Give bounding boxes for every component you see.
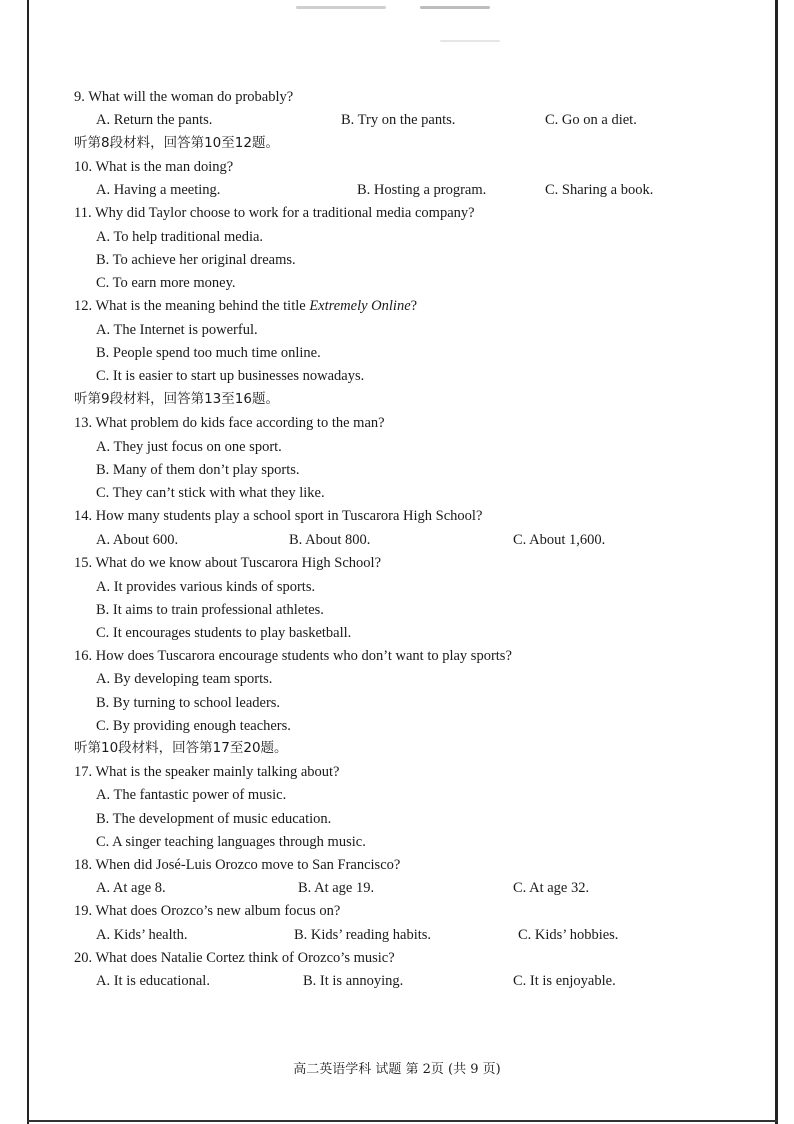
question-11: 11. Why did Taylor choose to work for a traditional media company? — [74, 205, 475, 221]
option-16c: C. By providing enough teachers. — [96, 718, 291, 734]
option-14c: C. About 1,600. — [513, 532, 606, 548]
option-19b: B. Kids’ reading habits. — [294, 927, 432, 943]
option-9c: C. Go on a diet. — [545, 112, 637, 128]
question-12-mark: ? — [410, 298, 418, 314]
option-19c: C. Kids’ hobbies. — [518, 927, 619, 943]
option-12b: B. People spend too much time online. — [96, 345, 321, 361]
option-17c: C. A singer teaching languages through music. — [96, 834, 366, 850]
option-13c: C. They can’t stick with what they like. — [96, 485, 325, 501]
option-18c: C. At age 32. — [513, 880, 590, 896]
option-14a: A. About 600. — [96, 532, 179, 548]
option-12c: C. It is easier to start up businesses nowadays. — [96, 368, 365, 384]
option-20b: B. It is annoying. — [303, 973, 404, 989]
scan-artifact — [440, 40, 500, 42]
option-14b: B. About 800. — [289, 532, 371, 548]
question-12-title: Extremely Online — [309, 298, 411, 314]
option-20c: C. It is enjoyable. — [513, 973, 616, 989]
option-16a: A. By developing team sports. — [96, 671, 273, 687]
option-17b: B. The development of music education. — [96, 811, 332, 827]
scan-artifact — [296, 6, 386, 9]
page-edge-right — [775, 0, 778, 1124]
question-10: 10. What is the man doing? — [74, 159, 234, 175]
scan-artifact — [420, 6, 490, 9]
option-16b: B. By turning to school leaders. — [96, 695, 281, 711]
question-20: 20. What does Natalie Cortez think of Orozco’s music? — [74, 950, 395, 966]
section-9-instruction: 听第9段材料，回答第13至16题。 — [74, 391, 279, 407]
section-8-instruction: 听第8段材料，回答第10至12题。 — [74, 135, 279, 151]
question-19: 19. What does Orozco’s new album focus on? — [74, 903, 341, 919]
option-15b: B. It aims to train professional athletes. — [96, 602, 324, 618]
option-18b: B. At age 19. — [298, 880, 375, 896]
option-12a: A. The Internet is powerful. — [96, 322, 258, 338]
option-19a: A. Kids’ health. — [96, 927, 188, 943]
option-15c: C. It encourages students to play basketball. — [96, 625, 352, 641]
option-17a: A. The fantastic power of music. — [96, 787, 287, 803]
question-9: 9. What will the woman do probably? — [74, 89, 294, 105]
option-9a: A. Return the pants. — [96, 112, 213, 128]
option-13a: A. They just focus on one sport. — [96, 439, 282, 455]
question-15: 15. What do we know about Tuscarora High School? — [74, 555, 382, 571]
question-16: 16. How does Tuscarora encourage students who don’t want to play sports? — [74, 648, 512, 664]
page-footer: 高二英语学科 试题 第 2页 (共 9 页) — [293, 1062, 501, 1077]
question-13: 13. What problem do kids face according to the man? — [74, 415, 385, 431]
option-11c: C. To earn more money. — [96, 275, 236, 291]
option-10c: C. Sharing a book. — [545, 182, 654, 198]
option-20a: A. It is educational. — [96, 973, 210, 989]
option-10a: A. Having a meeting. — [96, 182, 221, 198]
option-15a: A. It provides various kinds of sports. — [96, 579, 316, 595]
option-9b: B. Try on the pants. — [341, 112, 456, 128]
option-11a: A. To help traditional media. — [96, 229, 264, 245]
option-13b: B. Many of them don’t play sports. — [96, 462, 300, 478]
option-11b: B. To achieve her original dreams. — [96, 252, 296, 268]
question-14: 14. How many students play a school sport in Tuscarora High School? — [74, 508, 483, 524]
page-edge-left — [27, 0, 29, 1124]
question-12-text: 12. What is the meaning behind the title — [74, 298, 310, 314]
option-18a: A. At age 8. — [96, 880, 166, 896]
section-10-instruction: 听第10段材料，回答第17至20题。 — [74, 740, 288, 756]
option-10b: B. Hosting a program. — [357, 182, 487, 198]
page-edge-bottom — [27, 1120, 778, 1122]
question-12 — [74, 297, 417, 315]
question-18: 18. When did José-Luis Orozco move to San Francisco? — [74, 857, 401, 873]
question-17: 17. What is the speaker mainly talking about? — [74, 764, 340, 780]
